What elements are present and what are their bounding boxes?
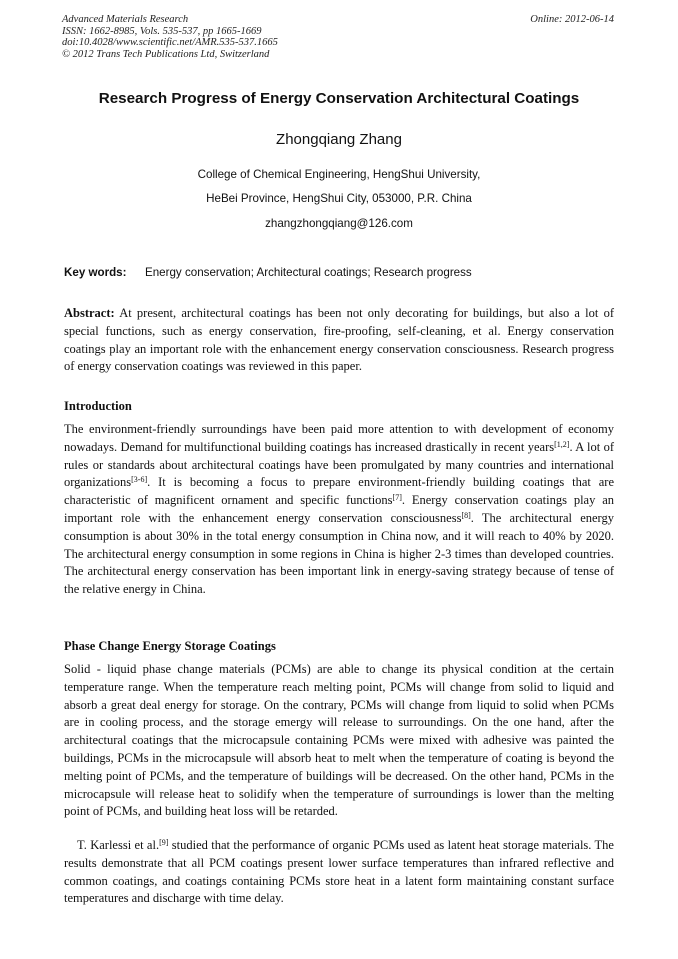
citation: [1,2] [554,439,570,449]
keywords-label: Key words: [64,266,127,279]
citation: [8] [461,510,471,520]
abstract-label: Abstract: [64,306,115,320]
intro-text-5: . The architectural energy consumption is about 30% in the total energy consumption in China now, and it will reach to 40% by 2020. The architectural energy consumption in some regions in China is higher 2-3 times than developed countries. The architectural energy conservation has been important link in energy-saving strategy because of tense of the relative energy in China. [64,510,614,597]
issn-line: ISSN: 1662-8985, Vols. 535-537, pp 1665-1669 [62,25,262,37]
introduction-heading: Introduction [64,399,132,413]
abstract [64,305,614,376]
abstract-text: At present, architectural coatings has been not only decorating for buildings, but also a lot of special functions, such as energy conservation, fire-proofing, self-cleaning, et al. Energy conservation coatings play an important role with the enhancement energy conservation consciousness. Research progress of energy conservation coatings was reviewed in this paper. [64,306,614,374]
copyright-line: © 2012 Trans Tech Publications Ltd, Switzerland [62,48,270,60]
phase-change-paragraph-1: Solid - liquid phase change materials (PCMs) are able to change its physical condition at the certain temperature range. When the temperature reach melting point, PCMs will change from solid to liquid and absorb a great deal energy for storage. On the contrary, PCMs will change from liquid to solid when PCMs are in cooling process, and the storage emergy will release to surroundings. On the one hand, after the architectural coatings that the microcapsule containing PCMs were mixed with adhesive was painted the buildings, PCMs in the microcapsule will absorb heat to melt when the temperature of coating is beyond the melting point of PCMs, and the temperature of buildings will be decreased. On the other hand, PCMs in the microcapsule will release heat to solidify when the temperature of surroundings is lower than the melting point of PCMs, and building heat loss will be retarded. [64,662,614,819]
p2-text-a: T. Karlessi et al. [77,838,160,852]
citation: [3-6] [131,475,148,485]
phase-change-paragraph-2 [64,837,614,908]
phase-change-heading: Phase Change Energy Storage Coatings [64,639,276,653]
keywords-text: Energy conservation; Architectural coatings; Research progress [145,266,472,279]
introduction-paragraph [64,421,614,599]
intro-text-1: The environment-friendly surroundings have been paid more attention to with development of economy nowadays. Demand for multifunctional building coatings has increased drastically in recent years [64,422,614,454]
citation: [7] [392,493,402,503]
keywords [64,266,624,279]
paper-title: Research Progress of Energy Conservation Architectural Coatings [98,90,580,107]
p2-text-b: studied that the performance of organic PCMs used as latent heat storage materials. The results demonstrate that all PCM coatings present lower surface temperatures than infrared reflective and common coatings, and coatings containing PCMs store heat in a latent form maintaining constant surface temperatures and discharge with time delay. [64,838,614,906]
citation: [9] [159,838,169,847]
doi-line: doi:10.4028/www.scientific.net/AMR.535-537.1665 [62,37,278,49]
author-email: zhangzhongqiang@126.com [265,217,413,230]
author-name: Zhongqiang Zhang [276,131,402,148]
intro-text-2: . A lot of rules or standards about architectural coatings have been promulgated by many countries and international organizations [64,439,614,490]
journal-header [62,14,616,60]
online-date: Online: 2012-06-14 [530,14,614,25]
intro-text-3: . It is becoming a focus to prepare environment-friendly building coatings that are characteristic of magnificent ornament and specific functions [64,475,614,508]
affiliation-line-2: HeBei Province, HengShui City, 053000, P.R. China [206,192,472,205]
affiliation-line-1: College of Chemical Engineering, HengShui University, [197,168,481,181]
intro-text-4: . Energy conservation coatings play an important role with the enhancement energy conservation consciousness [64,493,614,525]
journal-name: Advanced Materials Research [62,14,189,25]
